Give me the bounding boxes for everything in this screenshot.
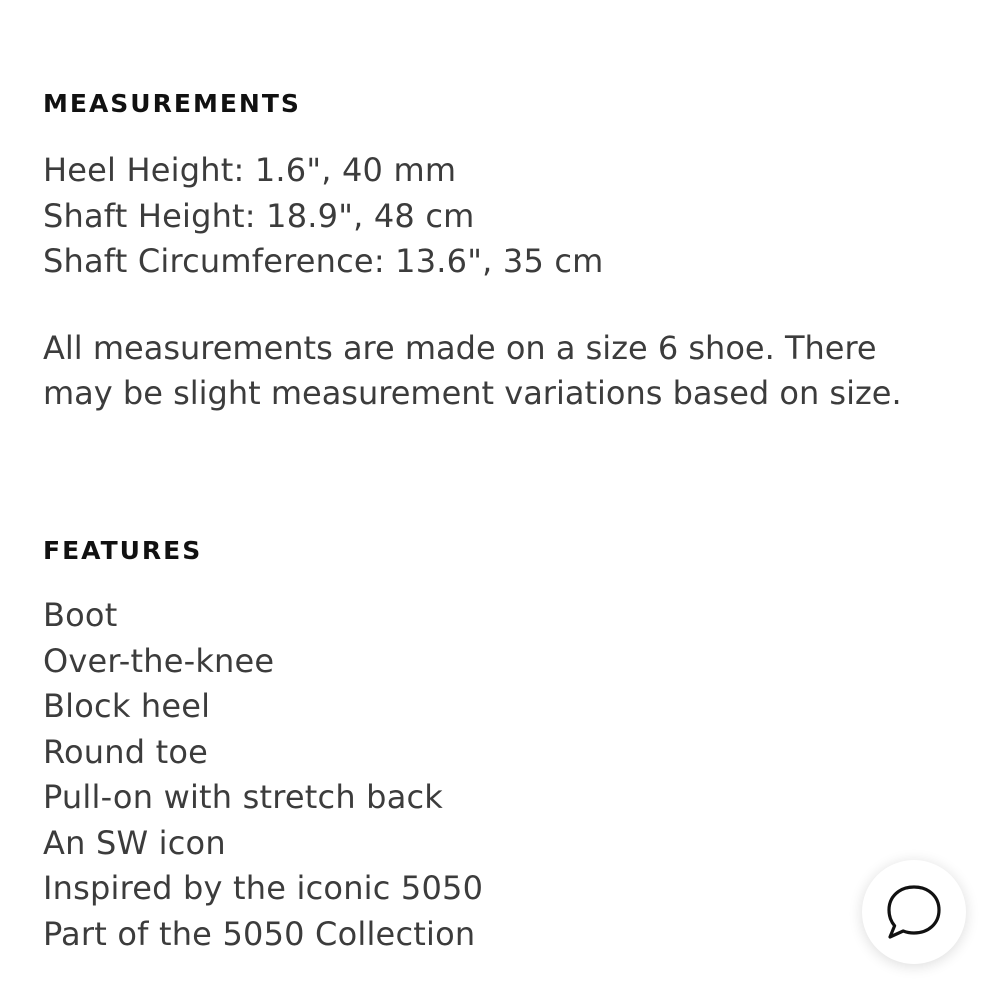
measurements-section xyxy=(43,86,963,417)
feature-item: Pull-on with stretch back xyxy=(43,778,444,816)
feature-item: An SW icon xyxy=(43,823,226,862)
feature-item: Inspired by the iconic 5050 xyxy=(43,869,484,907)
chat-bubble-icon xyxy=(883,881,945,943)
measurements-list xyxy=(43,148,963,285)
measurement-heel-height: Heel Height: 1.6", 40 mm xyxy=(43,151,457,189)
feature-item: Boot xyxy=(43,596,118,634)
measurements-heading: MEASUREMENTS xyxy=(43,89,301,118)
feature-item: Block heel xyxy=(43,687,211,725)
chat-button[interactable] xyxy=(862,860,966,964)
features-heading: FEATURES xyxy=(43,536,203,565)
features-section xyxy=(43,533,963,957)
measurements-note: All measurements are made on a size 6 shoe. There may be slight measurement variations based on size. xyxy=(43,328,902,412)
measurement-shaft-circumference: Shaft Circumference: 13.6", 35 cm xyxy=(43,242,604,280)
features-list xyxy=(43,593,963,957)
feature-item: Over-the-knee xyxy=(43,641,275,680)
feature-item: Part of the 5050 Collection xyxy=(43,914,476,953)
measurement-shaft-height: Shaft Height: 18.9", 48 cm xyxy=(43,196,475,235)
feature-item: Round toe xyxy=(43,732,209,771)
